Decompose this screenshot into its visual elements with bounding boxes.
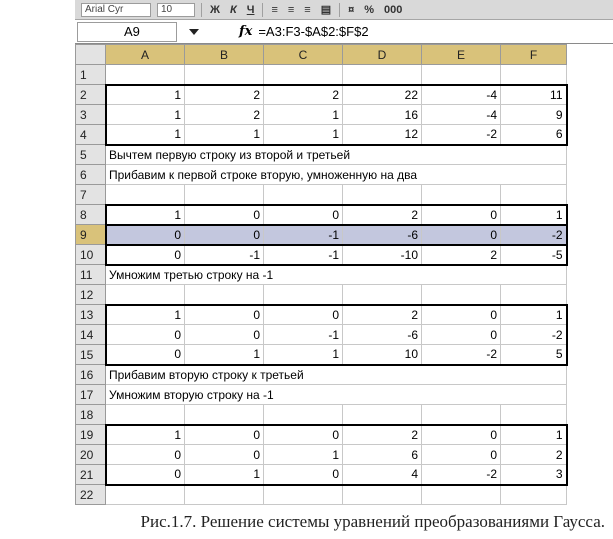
cell-f3[interactable]: 9	[501, 105, 567, 125]
cell-d14[interactable]: -6	[343, 325, 422, 345]
cell-d1[interactable]	[343, 65, 422, 85]
table-row	[76, 205, 567, 225]
row-header[interactable]: 1	[76, 65, 106, 85]
cell-c20[interactable]: 1	[264, 445, 343, 465]
cell-f8[interactable]: 1	[501, 205, 567, 225]
column-header-c[interactable]: C	[264, 45, 343, 65]
cell-d18[interactable]	[343, 405, 422, 425]
cell-a19[interactable]: 1	[106, 425, 185, 445]
cell-d21[interactable]: 4	[343, 465, 422, 485]
font-name-box[interactable]	[81, 3, 151, 17]
cell-a9[interactable]: 0	[106, 225, 185, 245]
table-row	[76, 365, 567, 385]
cell-c7[interactable]	[264, 185, 343, 205]
cell-c10[interactable]: -1	[264, 245, 343, 265]
table-row	[76, 145, 567, 165]
column-header-row	[76, 45, 567, 65]
cell-d8[interactable]: 2	[343, 205, 422, 225]
table-row	[76, 385, 567, 405]
cell-a13[interactable]: 1	[106, 305, 185, 325]
text-cell[interactable]: Прибавим вторую строку к третьей	[106, 365, 567, 385]
column-header-f[interactable]: F	[501, 45, 567, 65]
row-header[interactable]: 7	[76, 185, 106, 205]
cell-f7[interactable]	[501, 185, 567, 205]
row-header[interactable]: 8	[76, 205, 106, 225]
italic-button[interactable]: К	[229, 3, 237, 16]
table-row	[76, 265, 567, 285]
cell-a3[interactable]: 1	[106, 105, 185, 125]
function-icon[interactable]: fx	[239, 24, 253, 39]
table-row	[76, 305, 567, 325]
text-cell[interactable]: Прибавим к первой строке вторую, умноженную на два	[106, 165, 567, 185]
cell-d20[interactable]: 6	[343, 445, 422, 465]
cell-b9[interactable]: 0	[185, 225, 264, 245]
align-right-icon[interactable]: ≡	[304, 3, 311, 16]
cell-d2[interactable]: 22	[343, 85, 422, 105]
cell-e9[interactable]: 0	[422, 225, 501, 245]
cell-c12[interactable]	[264, 285, 343, 305]
cell-a22[interactable]	[106, 485, 185, 505]
column-header-b[interactable]: B	[185, 45, 264, 65]
table-row	[76, 85, 567, 105]
cell-f20[interactable]: 2	[501, 445, 567, 465]
cell-a21[interactable]: 0	[106, 465, 185, 485]
cell-c1[interactable]	[264, 65, 343, 85]
cell-b19[interactable]: 0	[185, 425, 264, 445]
cell-c4[interactable]: 1	[264, 125, 343, 145]
cell-a1[interactable]	[106, 65, 185, 85]
table-row	[76, 105, 567, 125]
name-box-dropdown-icon[interactable]	[189, 29, 199, 35]
cell-e3[interactable]: -4	[422, 105, 501, 125]
font-size-box[interactable]	[157, 3, 195, 17]
cell-d22[interactable]	[343, 485, 422, 505]
cell-f9[interactable]: -2	[501, 225, 567, 245]
table-row	[76, 165, 567, 185]
cell-b15[interactable]: 1	[185, 345, 264, 365]
cell-e22[interactable]	[422, 485, 501, 505]
row-header[interactable]: 11	[76, 265, 106, 285]
percent-button[interactable]: %	[364, 3, 375, 16]
cell-c2[interactable]: 2	[264, 85, 343, 105]
cell-f21[interactable]: 3	[501, 465, 567, 485]
merge-center-icon[interactable]: ▤	[320, 4, 332, 16]
cell-c14[interactable]: -1	[264, 325, 343, 345]
cell-a7[interactable]	[106, 185, 185, 205]
cell-e7[interactable]	[422, 185, 501, 205]
cell-f2[interactable]: 11	[501, 85, 567, 105]
row-header[interactable]: 20	[76, 445, 106, 465]
table-row	[76, 465, 567, 485]
table-row	[76, 185, 567, 205]
cell-f14[interactable]: -2	[501, 325, 567, 345]
cell-f1[interactable]	[501, 65, 567, 85]
formula-bar	[75, 20, 613, 44]
spreadsheet-grid	[75, 44, 568, 505]
cell-c21[interactable]: 0	[264, 465, 343, 485]
cell-b10[interactable]: -1	[185, 245, 264, 265]
cell-b3[interactable]: 2	[185, 105, 264, 125]
worksheet-table	[75, 44, 568, 505]
cell-e2[interactable]: -4	[422, 85, 501, 105]
select-all-corner[interactable]	[76, 45, 106, 65]
cell-b18[interactable]	[185, 405, 264, 425]
cell-f19[interactable]: 1	[501, 425, 567, 445]
cell-d15[interactable]: 10	[343, 345, 422, 365]
cell-d9[interactable]: -6	[343, 225, 422, 245]
cell-a4[interactable]: 1	[106, 125, 185, 145]
currency-icon[interactable]: ¤	[348, 3, 355, 16]
row-header[interactable]: 15	[76, 345, 106, 365]
row-header[interactable]: 12	[76, 285, 106, 305]
cell-a15[interactable]: 0	[106, 345, 185, 365]
cell-f10[interactable]: -5	[501, 245, 567, 265]
formula-text[interactable]: =A3:F3-$A$2:$F$2	[258, 24, 369, 39]
cell-a2[interactable]: 1	[106, 85, 185, 105]
cell-a20[interactable]: 0	[106, 445, 185, 465]
cell-a12[interactable]	[106, 285, 185, 305]
cell-f13[interactable]: 1	[501, 305, 567, 325]
cell-b2[interactable]: 2	[185, 85, 264, 105]
cell-b20[interactable]: 0	[185, 445, 264, 465]
cell-e12[interactable]	[422, 285, 501, 305]
cell-e18[interactable]	[422, 405, 501, 425]
row-header[interactable]: 5	[76, 145, 106, 165]
toolbar-separator	[262, 3, 263, 17]
row-header[interactable]: 16	[76, 365, 106, 385]
row-header[interactable]: 10	[76, 245, 106, 265]
cell-b12[interactable]	[185, 285, 264, 305]
table-row	[76, 225, 567, 245]
column-header-a[interactable]: A	[106, 45, 185, 65]
row-header[interactable]: 21	[76, 465, 106, 485]
name-box[interactable]	[77, 22, 177, 42]
cell-e19[interactable]: 0	[422, 425, 501, 445]
cell-c22[interactable]	[264, 485, 343, 505]
cell-e15[interactable]: -2	[422, 345, 501, 365]
cell-f4[interactable]: 6	[501, 125, 567, 145]
cell-b21[interactable]: 1	[185, 465, 264, 485]
table-row	[76, 285, 567, 305]
row-header[interactable]: 13	[76, 305, 106, 325]
cell-b7[interactable]	[185, 185, 264, 205]
font-size: 10	[161, 4, 173, 15]
figure-caption: Рис.1.7. Решение системы уравнений преобразованиями Гаусса.	[140, 512, 605, 531]
cell-c19[interactable]: 0	[264, 425, 343, 445]
row-header[interactable]: 17	[76, 385, 106, 405]
row-header[interactable]: 4	[76, 125, 106, 145]
cell-f12[interactable]	[501, 285, 567, 305]
cell-d12[interactable]	[343, 285, 422, 305]
cell-e14[interactable]: 0	[422, 325, 501, 345]
row-header[interactable]: 14	[76, 325, 106, 345]
table-row	[76, 405, 567, 425]
row-header[interactable]: 2	[76, 85, 106, 105]
align-center-icon[interactable]: ≡	[287, 3, 295, 16]
cell-a14[interactable]: 0	[106, 325, 185, 345]
cell-c3[interactable]: 1	[264, 105, 343, 125]
cell-b8[interactable]: 0	[185, 205, 264, 225]
row-header[interactable]: 6	[76, 165, 106, 185]
row-header[interactable]: 9	[76, 225, 106, 245]
toolbar-separator	[201, 3, 202, 17]
row-header[interactable]: 3	[76, 105, 106, 125]
table-row	[76, 345, 567, 365]
cell-f22[interactable]	[501, 485, 567, 505]
cell-a8[interactable]: 1	[106, 205, 185, 225]
cell-b13[interactable]: 0	[185, 305, 264, 325]
cell-c8[interactable]: 0	[264, 205, 343, 225]
cell-d7[interactable]	[343, 185, 422, 205]
text-cell[interactable]: Вычтем первую строку из второй и третьей	[106, 145, 567, 165]
table-row	[76, 485, 567, 505]
cell-e20[interactable]: 0	[422, 445, 501, 465]
column-header-d[interactable]: D	[343, 45, 422, 65]
underline-button[interactable]: Ч	[246, 3, 255, 16]
cell-d10[interactable]: -10	[343, 245, 422, 265]
cell-c9[interactable]: -1	[264, 225, 343, 245]
font-name: Arial Cyr	[85, 4, 124, 15]
table-row	[76, 325, 567, 345]
cell-d3[interactable]: 16	[343, 105, 422, 125]
cell-d4[interactable]: 12	[343, 125, 422, 145]
cell-e13[interactable]: 0	[422, 305, 501, 325]
cell-e8[interactable]: 0	[422, 205, 501, 225]
cell-a18[interactable]	[106, 405, 185, 425]
thousands-button[interactable]: 000	[384, 3, 403, 16]
cell-b14[interactable]: 0	[185, 325, 264, 345]
cell-e1[interactable]	[422, 65, 501, 85]
cell-d13[interactable]: 2	[343, 305, 422, 325]
table-row	[76, 425, 567, 445]
cell-b4[interactable]: 1	[185, 125, 264, 145]
column-header-e[interactable]: E	[422, 45, 501, 65]
cell-a10[interactable]: 0	[106, 245, 185, 265]
cell-e10[interactable]: 2	[422, 245, 501, 265]
cell-reference: A9	[124, 24, 140, 39]
cell-f18[interactable]	[501, 405, 567, 425]
toolbar-separator	[339, 3, 340, 17]
cell-d19[interactable]: 2	[343, 425, 422, 445]
text-cell[interactable]: Умножим третью строку на -1	[106, 265, 567, 285]
formatting-toolbar	[75, 0, 613, 20]
cell-e4[interactable]: -2	[422, 125, 501, 145]
cell-b1[interactable]	[185, 65, 264, 85]
row-header[interactable]: 18	[76, 405, 106, 425]
table-row	[76, 245, 567, 265]
cell-c18[interactable]	[264, 405, 343, 425]
table-row	[76, 125, 567, 145]
cell-c15[interactable]: 1	[264, 345, 343, 365]
row-header[interactable]: 19	[76, 425, 106, 445]
row-header[interactable]: 22	[76, 485, 106, 505]
bold-button[interactable]: Ж	[210, 3, 220, 16]
table-row	[76, 65, 567, 85]
cell-c13[interactable]: 0	[264, 305, 343, 325]
table-row	[76, 445, 567, 465]
align-left-icon[interactable]: ≡	[271, 3, 278, 16]
cell-b22[interactable]	[185, 485, 264, 505]
text-cell[interactable]: Умножим вторую строку на -1	[106, 385, 567, 405]
cell-e21[interactable]: -2	[422, 465, 501, 485]
cell-f15[interactable]: 5	[501, 345, 567, 365]
